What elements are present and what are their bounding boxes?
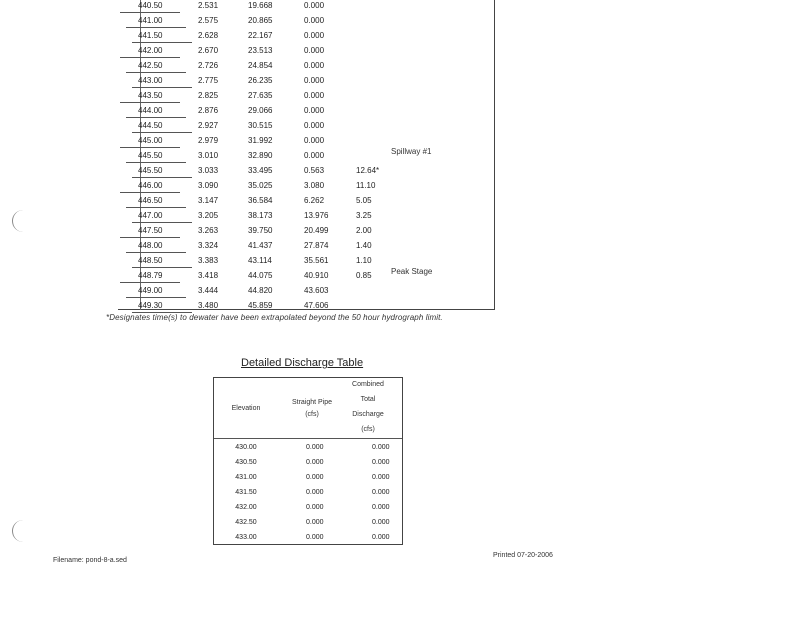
- header-discharge-units: (cfs): [361, 426, 375, 433]
- table-row: [110, 58, 500, 73]
- binder-hole-mark: [12, 210, 27, 232]
- table-cell: 447.50: [138, 226, 163, 235]
- table-cell: 2.927: [198, 121, 219, 130]
- table-cell: 36.584: [248, 196, 273, 205]
- peak-stage-label: Peak Stage: [391, 267, 433, 276]
- header-straight-pipe-units: (cfs): [305, 411, 319, 418]
- table-cell: 446.00: [138, 181, 163, 190]
- table-cell: 0.000: [306, 534, 324, 541]
- table-row: [214, 440, 402, 456]
- table-cell: 440.50: [138, 1, 163, 10]
- table-cell: 2.628: [198, 31, 219, 40]
- table-row: [110, 118, 500, 133]
- table-row: [110, 283, 500, 298]
- table-row: [110, 178, 500, 193]
- table-cell: 19.668: [248, 1, 273, 10]
- table-cell: 0.000: [306, 489, 324, 496]
- table-cell: 432.00: [235, 504, 257, 511]
- table-row: [214, 470, 402, 486]
- table-cell: 0.85: [356, 271, 372, 280]
- table-cell: 3.033: [198, 166, 219, 175]
- table-row: [214, 455, 402, 471]
- table-row: [214, 515, 402, 531]
- table-row: [110, 28, 500, 43]
- table-cell: 43.603: [304, 286, 329, 295]
- table-cell: 38.173: [248, 211, 273, 220]
- printed-date: Printed 07-20-2006: [493, 552, 553, 559]
- table-cell: 442.00: [138, 46, 163, 55]
- table-cell: 446.50: [138, 196, 163, 205]
- table-cell: 432.50: [235, 519, 257, 526]
- table-row: [110, 103, 500, 118]
- table-cell: 27.635: [248, 91, 273, 100]
- table-row: [110, 268, 500, 283]
- table-cell: 0.000: [304, 106, 325, 115]
- table-cell: 3.090: [198, 181, 219, 190]
- table-cell: 44.820: [248, 286, 273, 295]
- header-divider: [214, 438, 402, 439]
- table-cell: 20.865: [248, 16, 273, 25]
- table-cell: 35.025: [248, 181, 273, 190]
- table-cell: 0.000: [306, 474, 324, 481]
- table-cell: 20.499: [304, 226, 329, 235]
- table-cell: 2.979: [198, 136, 219, 145]
- table-cell: 0.000: [304, 31, 325, 40]
- table-row: [214, 530, 402, 546]
- table-cell: 35.561: [304, 256, 329, 265]
- table-cell: 43.114: [248, 256, 272, 265]
- table-cell: 22.167: [248, 31, 273, 40]
- table-cell: 47.606: [304, 301, 329, 310]
- table-cell: 0.000: [306, 444, 324, 451]
- table-cell: 3.263: [198, 226, 219, 235]
- table-cell: 41.437: [248, 241, 273, 250]
- table-cell: 448.79: [138, 271, 163, 280]
- table-cell: 0.000: [372, 519, 390, 526]
- table-cell: 2.575: [198, 16, 219, 25]
- table-cell: 441.00: [138, 16, 163, 25]
- table-cell: 0.000: [304, 91, 325, 100]
- table-cell: 442.50: [138, 61, 163, 70]
- table-cell: 1.10: [356, 256, 372, 265]
- table-cell: 5.05: [356, 196, 372, 205]
- table-cell: 24.854: [248, 61, 273, 70]
- table-cell: 441.50: [138, 31, 163, 40]
- table-cell: 0.000: [304, 1, 325, 10]
- table-cell: 3.324: [198, 241, 219, 250]
- table-cell: 447.00: [138, 211, 163, 220]
- table-cell: 3.205: [198, 211, 219, 220]
- table-cell: 0.000: [304, 16, 325, 25]
- header-combined: Combined: [352, 381, 384, 388]
- table-row: [110, 163, 500, 178]
- header-discharge: Discharge: [352, 411, 384, 418]
- table-cell: 29.066: [248, 106, 273, 115]
- table-cell: 0.000: [304, 46, 325, 55]
- table-cell: 2.670: [198, 46, 219, 55]
- dewater-footnote: *Designates time(s) to dewater have been extrapolated beyond the 50 hour hydrograph limit.: [106, 313, 443, 322]
- table-cell: 23.513: [248, 46, 273, 55]
- table-cell: 13.976: [304, 211, 329, 220]
- table-row: [110, 223, 500, 238]
- table-cell: 0.000: [304, 151, 325, 160]
- table-cell: 445.00: [138, 136, 163, 145]
- discharge-table: [213, 377, 403, 545]
- table-cell: 433.00: [235, 534, 257, 541]
- table-cell: 431.50: [235, 489, 257, 496]
- table-cell: 0.000: [304, 136, 325, 145]
- table-cell: 448.00: [138, 241, 163, 250]
- table-cell: 0.000: [372, 459, 390, 466]
- table-cell: 444.00: [138, 106, 163, 115]
- table-cell: 0.000: [304, 61, 325, 70]
- table-cell: 2.531: [198, 1, 219, 10]
- spillway-label: Spillway #1: [391, 147, 432, 156]
- table-cell: 39.750: [248, 226, 273, 235]
- table-cell: 0.000: [372, 504, 390, 511]
- table-cell: 0.000: [306, 459, 324, 466]
- header-total: Total: [360, 396, 376, 403]
- header-straight-pipe: Straight Pipe: [291, 399, 333, 406]
- table-cell: 40.910: [304, 271, 329, 280]
- table-row: [110, 13, 500, 28]
- table-cell: 445.50: [138, 151, 163, 160]
- table-row: [110, 253, 500, 268]
- table-cell: 0.000: [304, 121, 325, 130]
- table-cell: 448.50: [138, 256, 163, 265]
- table-cell: 3.480: [198, 301, 219, 310]
- table-cell: 445.50: [138, 166, 163, 175]
- table-cell: 6.262: [304, 196, 325, 205]
- table-cell: 0.000: [372, 474, 390, 481]
- table-cell: 2.775: [198, 76, 219, 85]
- table-cell: 27.874: [304, 241, 329, 250]
- table-cell: 26.235: [248, 76, 273, 85]
- table-cell: 449.00: [138, 286, 163, 295]
- table-row: [110, 43, 500, 58]
- table-cell: 0.000: [304, 76, 325, 85]
- table-cell: 0.000: [306, 504, 324, 511]
- table-cell: 32.890: [248, 151, 273, 160]
- table-cell: 12.64*: [356, 166, 380, 175]
- table-cell: 443.50: [138, 91, 163, 100]
- table-cell: 33.495: [248, 166, 273, 175]
- table-row: [110, 148, 500, 163]
- binder-hole-mark: [12, 520, 27, 542]
- table-cell: 31.992: [248, 136, 273, 145]
- table-row: [110, 238, 500, 253]
- table-cell: 0.000: [372, 489, 390, 496]
- table-cell: 449.30: [138, 301, 163, 310]
- table-cell: 0.563: [304, 166, 325, 175]
- table-cell: 431.00: [235, 474, 257, 481]
- table-cell: 2.825: [198, 91, 219, 100]
- header-elevation: Elevation: [231, 405, 261, 412]
- table-row: [110, 208, 500, 223]
- table-cell: 430.50: [235, 459, 257, 466]
- table-cell: 0.000: [306, 519, 324, 526]
- table-cell: 443.00: [138, 76, 163, 85]
- table-cell: 430.00: [235, 444, 257, 451]
- table-cell: 0.000: [372, 534, 390, 541]
- table-cell: 3.147: [198, 196, 219, 205]
- table-cell: 3.25: [356, 211, 372, 220]
- table-row: [110, 88, 500, 103]
- table-cell: 2.876: [198, 106, 219, 115]
- stage-storage-table: [110, 0, 500, 310]
- table-cell: 2.726: [198, 61, 219, 70]
- table-cell: 3.010: [198, 151, 219, 160]
- table-cell: 444.50: [138, 121, 163, 130]
- table-cell: 0.000: [372, 444, 390, 451]
- table-cell: 3.080: [304, 181, 325, 190]
- discharge-table-title: Detailed Discharge Table: [241, 357, 364, 369]
- table-row: [110, 193, 500, 208]
- table-row: [110, 73, 500, 88]
- table-row: [214, 485, 402, 501]
- table-cell: 3.383: [198, 256, 219, 265]
- table-cell: 45.859: [248, 301, 273, 310]
- table-cell: 3.418: [198, 271, 219, 280]
- table-row: [214, 500, 402, 516]
- table-cell: 11.10: [356, 181, 376, 190]
- table-cell: 44.075: [248, 271, 273, 280]
- table-cell: 3.444: [198, 286, 219, 295]
- table-cell: 2.00: [356, 226, 372, 235]
- table-cell: 1.40: [356, 241, 372, 250]
- table-row: [110, 133, 500, 148]
- filename-label: Filename: pond-8-a.sed: [53, 557, 127, 564]
- table-cell: 30.515: [248, 121, 273, 130]
- table-row: [110, 298, 500, 313]
